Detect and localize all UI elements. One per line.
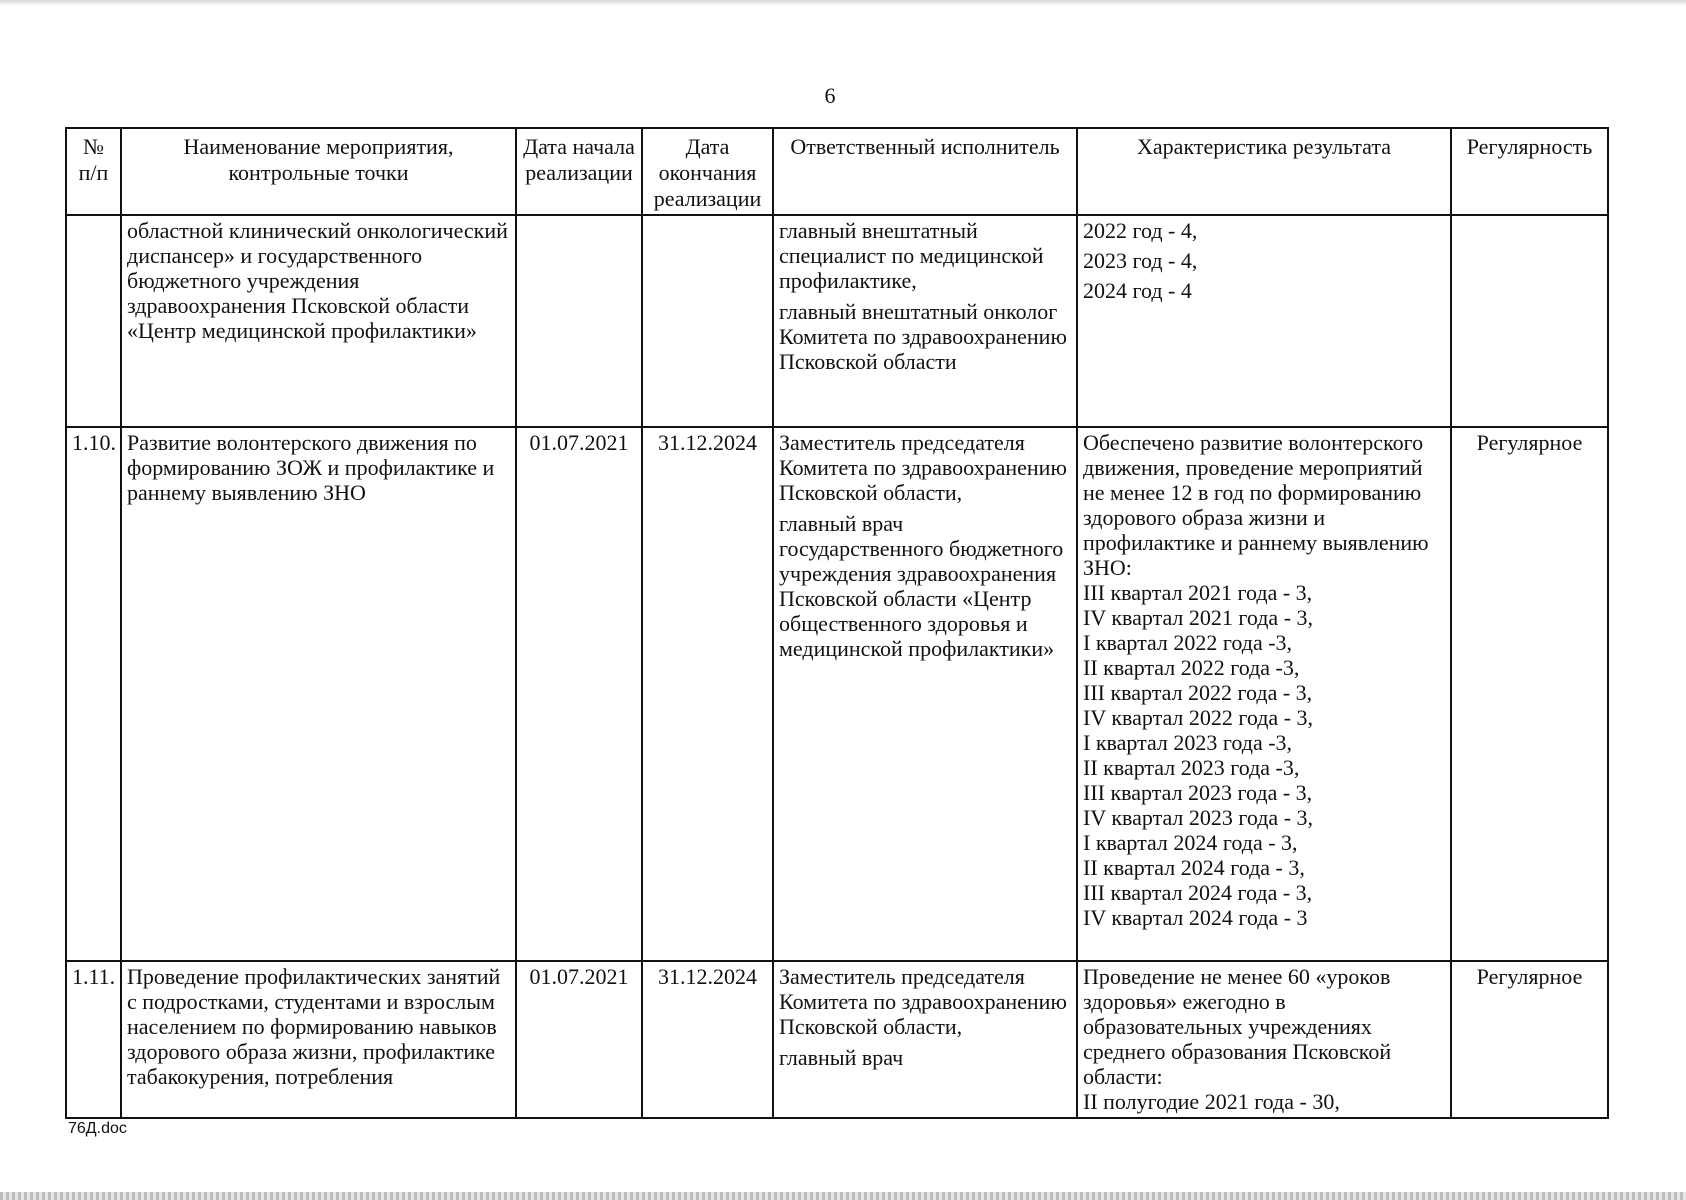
responsible-entry: главный внештатный онколог Комитета по здравоохранению Псковской области <box>779 299 1067 374</box>
result-line: IV квартал 2022 года - 3, <box>1083 705 1314 730</box>
responsible-cell <box>773 427 1077 961</box>
activity-name-cell: Развитие волонтерского движения по формированию ЗОЖ и профилактике и раннему выявлению ЗНО <box>121 427 516 961</box>
result-line: 2023 год - 4, <box>1083 248 1198 273</box>
result-line: III квартал 2022 года - 3, <box>1083 680 1313 705</box>
activity-plan-table <box>65 127 1609 1119</box>
row-number: 1.11. <box>66 961 121 1118</box>
row-number: 1.10. <box>66 427 121 961</box>
result-line: III квартал 2021 года - 3, <box>1083 580 1313 605</box>
scan-top-edge <box>0 0 1686 6</box>
responsible-entry: главный внештатный специалист по медицинской профилактике, <box>779 218 1044 293</box>
result-line: Проведение не менее 60 «уроков здоровья» ежегодно в образовательных учреждениях среднего образования Псковской области: <box>1083 964 1392 1089</box>
result-line: III квартал 2023 года - 3, <box>1083 780 1313 805</box>
result-line: II квартал 2022 года -3, <box>1083 655 1300 680</box>
responsible-entry: главный врач <box>779 1045 904 1070</box>
result-line: I квартал 2024 года - 3, <box>1083 830 1298 855</box>
responsible-entry: Заместитель председателя Комитета по здравоохранению Псковской области, <box>779 430 1067 505</box>
table-row <box>66 215 1608 427</box>
header-end-date: Дата окончания реализации <box>642 128 773 215</box>
end-date-cell <box>642 215 773 427</box>
result-line: 2022 год - 4, <box>1083 218 1198 243</box>
responsible-cell <box>773 961 1077 1118</box>
scan-bottom-edge <box>0 1192 1686 1200</box>
page-number: 6 <box>824 83 836 108</box>
header-result: Характеристика результата <box>1077 128 1451 215</box>
row-number <box>66 215 121 427</box>
responsible-entry: Заместитель председателя Комитета по здравоохранению Псковской области, <box>779 964 1067 1039</box>
footer-file-name: 76Д.doc <box>68 1120 127 1137</box>
result-line: 2024 год - 4 <box>1083 278 1192 303</box>
table-header-row <box>66 128 1608 215</box>
start-date-cell <box>516 215 642 427</box>
regularity-cell <box>1451 215 1608 427</box>
result-line: II квартал 2023 года -3, <box>1083 755 1300 780</box>
responsible-entry: главный врач государственного бюджетного учреждения здравоохранения Псковской области «Центр общественного здоровья и медицинской профилактики» <box>779 511 1064 661</box>
table-row <box>66 427 1608 961</box>
header-start-date: Дата начала реализации <box>516 128 642 215</box>
regularity-cell: Регулярное <box>1451 961 1608 1118</box>
result-line: I квартал 2022 года -3, <box>1083 630 1293 655</box>
result-cell <box>1077 427 1451 961</box>
result-line: IV квартал 2023 года - 3, <box>1083 805 1314 830</box>
result-line: IV квартал 2024 года - 3 <box>1083 905 1308 930</box>
result-line: Обеспечено развитие волонтерского движения, проведение мероприятий не менее 12 в год по формированию здорового образа жизни и профилактике и раннему выявлению ЗНО: <box>1083 430 1429 580</box>
result-line: II полугодие 2021 года - 30, <box>1083 1089 1340 1114</box>
header-responsible: Ответственный исполнитель <box>773 128 1077 215</box>
start-date-cell: 01.07.2021 <box>516 427 642 961</box>
header-regularity: Регулярность <box>1451 128 1608 215</box>
result-line: I квартал 2023 года -3, <box>1083 730 1293 755</box>
end-date-cell: 31.12.2024 <box>642 427 773 961</box>
table-row <box>66 961 1608 1118</box>
activity-name-cell: областной клинический онкологический диспансер» и государственного бюджетного учреждения здравоохранения Псковской области «Центр медицинской профилактики» <box>121 215 516 427</box>
result-line: IV квартал 2021 года - 3, <box>1083 605 1314 630</box>
result-line: II квартал 2024 года - 3, <box>1083 855 1305 880</box>
regularity-cell: Регулярное <box>1451 427 1608 961</box>
result-cell <box>1077 961 1451 1118</box>
header-activity-name: Наименование мероприятия, контрольные точки <box>121 128 516 215</box>
responsible-cell <box>773 215 1077 427</box>
end-date-cell: 31.12.2024 <box>642 961 773 1118</box>
header-number: № п/п <box>66 128 121 215</box>
result-cell <box>1077 215 1451 427</box>
result-line: III квартал 2024 года - 3, <box>1083 880 1313 905</box>
start-date-cell: 01.07.2021 <box>516 961 642 1118</box>
activity-name-cell: Проведение профилактических занятий с подростками, студентами и взрослым населением по формированию навыков здорового образа жизни, профилактике табакокурения, потребления <box>121 961 516 1118</box>
